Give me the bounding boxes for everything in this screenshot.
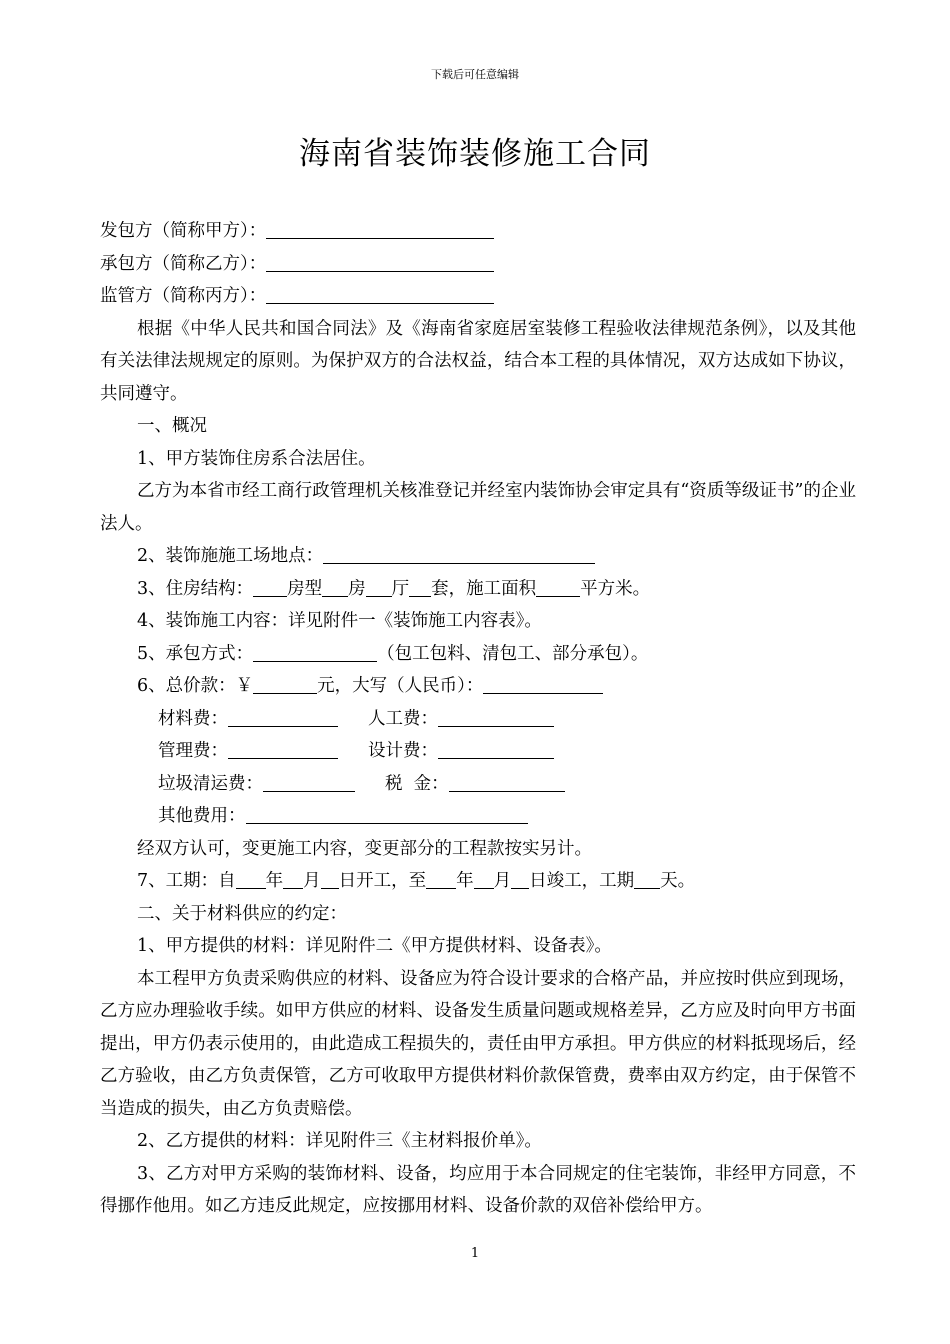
rooms-blank[interactable] [322, 576, 348, 597]
duration-unit: 天。 [660, 871, 696, 891]
header-note: 下载后可任意编辑 [431, 68, 519, 81]
house-type-blank[interactable] [253, 576, 287, 597]
section-2-item-3: 3、乙方对甲方采购的装饰材料、设备，均应用于本合同规定的住宅装饰，非经甲方同意，不得挪作他用。如乙方违反此规定，应按挪用材料、设备价款的双倍补偿给甲方。 [100, 1163, 856, 1216]
section-1-item-6 [100, 670, 856, 703]
management-fee-label: 管理费： [158, 741, 228, 761]
units-blank[interactable] [409, 576, 431, 597]
start-year-label: 年 [265, 871, 284, 891]
section-1-item-5 [100, 638, 856, 671]
design-fee-label: 设计费： [368, 741, 438, 761]
fee-row-1 [100, 703, 856, 736]
area-label: 套，施工面积 [431, 578, 537, 599]
contract-body [100, 215, 856, 1223]
start-month-blank[interactable] [283, 868, 303, 889]
rooms-label: 房 [348, 578, 366, 599]
party-c-line [100, 280, 856, 313]
section-1-item-3 [100, 573, 856, 606]
section-2-paragraph-1: 本工程甲方负责采购供应的材料、设备应为符合设计要求的合格产品，并应按时供应到现场，乙方应办理验收手续。如甲方供应的材料、设备发生质量问题或规格差异，乙方应及时向甲方书面提出，甲方仍表示使用的，由此造成工程损失的，责任由甲方承担。甲方供应的材料抵现场后，经乙方验收，由乙方负责保管，乙方可收取甲方提供材料价款保管费，费率由双方约定，由于保管不当造成的损失，由乙方负责赔偿。 [100, 968, 856, 1119]
fee-row-3 [100, 768, 856, 801]
section-1-heading: 一、概况 [137, 416, 207, 436]
section-1-item-1: 1、甲方装饰住房系合法居住。 [137, 448, 376, 469]
document-title: 海南省装饰装修施工合同 [299, 136, 651, 172]
tax-label: 税 金： [385, 773, 449, 794]
labor-fee-blank[interactable] [438, 706, 554, 727]
fee-row-4 [100, 800, 856, 833]
total-price-uppercase-label: 元，大写（人民币）： [317, 676, 484, 696]
period-label: 7、工期：自 [137, 871, 236, 891]
tax-blank[interactable] [449, 771, 565, 792]
section-2-item-1: 1、甲方提供的材料：详见附件二《甲方提供材料、设备表》。 [137, 936, 612, 956]
garbage-fee-blank[interactable] [263, 771, 355, 792]
section-1-item-7 [100, 865, 856, 898]
labor-fee-label: 人工费： [368, 708, 438, 729]
halls-label: 厅 [391, 578, 410, 599]
duration-blank[interactable] [634, 868, 660, 889]
contract-method-options: （包工包料、清包工、部分承包）。 [377, 643, 649, 664]
management-fee-blank[interactable] [228, 738, 338, 759]
contract-method-blank[interactable] [253, 641, 377, 662]
material-fee-blank[interactable] [228, 706, 338, 727]
intro-paragraph: 根据《中华人民共和国合同法》及《海南省家庭居室装修工程验收法律规范条例》，以及其他有关法律法规规定的原则。为保护双方的合法权益，结合本工程的具体情况，双方达成如下协议，共同遵守。 [100, 318, 856, 404]
end-year-label: 年 [456, 871, 474, 891]
section-1-item-1b: 乙方为本省市经工商行政管理机关核准登记并经室内装饰协会审定具有“资质等级证书”的企业法人。 [100, 481, 856, 534]
other-fee-label: 其他费用： [158, 806, 246, 826]
section-2-item-2: 2、乙方提供的材料：详见附件三《主材料报价单》。 [137, 1131, 542, 1151]
party-b-label: 承包方（简称乙方）： [100, 253, 267, 274]
total-price-label: 6、总价款：￥ [137, 676, 254, 696]
section-1-item-2 [100, 540, 856, 573]
start-day-label: 日开工，至 [338, 871, 427, 891]
end-month-blank[interactable] [474, 868, 494, 889]
end-year-blank[interactable] [426, 868, 456, 889]
page-number: 1 [470, 1246, 480, 1261]
party-b-blank[interactable] [266, 251, 494, 272]
total-price-blank[interactable] [253, 673, 317, 694]
party-c-label: 监管方（简称丙方）： [100, 286, 267, 306]
halls-blank[interactable] [366, 576, 392, 597]
end-day-blank[interactable] [511, 868, 529, 889]
structure-label: 3、住房结构： [137, 578, 254, 599]
party-a-label: 发包方（简称甲方）： [100, 221, 267, 241]
total-price-uppercase-blank[interactable] [483, 673, 603, 694]
area-unit: 平方米。 [580, 578, 651, 599]
fee-row-2 [100, 735, 856, 768]
start-month-label: 月 [303, 871, 321, 891]
section-1-item-4: 4、装饰施工内容：详见附件一《装饰施工内容表》。 [137, 611, 542, 631]
party-a-line [100, 215, 856, 248]
contract-method-label: 5、承包方式： [137, 643, 254, 664]
section-2-heading: 二、关于材料供应的约定： [137, 903, 347, 924]
end-day-label: 日竣工，工期 [529, 871, 635, 891]
party-c-blank[interactable] [266, 283, 494, 304]
end-month-label: 月 [493, 871, 512, 891]
design-fee-blank[interactable] [438, 738, 554, 759]
material-fee-label: 材料费： [158, 708, 228, 729]
house-type-label: 房型 [287, 578, 323, 599]
area-blank[interactable] [536, 576, 580, 597]
start-day-blank[interactable] [321, 868, 339, 889]
other-fee-blank[interactable] [246, 803, 528, 824]
site-label: 2、装饰施施工场地点： [137, 546, 324, 566]
change-note: 经双方认可，变更施工内容，变更部分的工程款按实另计。 [137, 838, 592, 859]
site-address-blank[interactable] [323, 543, 595, 564]
garbage-fee-label: 垃圾清运费： [158, 773, 263, 794]
party-b-line [100, 248, 856, 281]
start-year-blank[interactable] [236, 868, 266, 889]
party-a-blank[interactable] [266, 218, 494, 239]
